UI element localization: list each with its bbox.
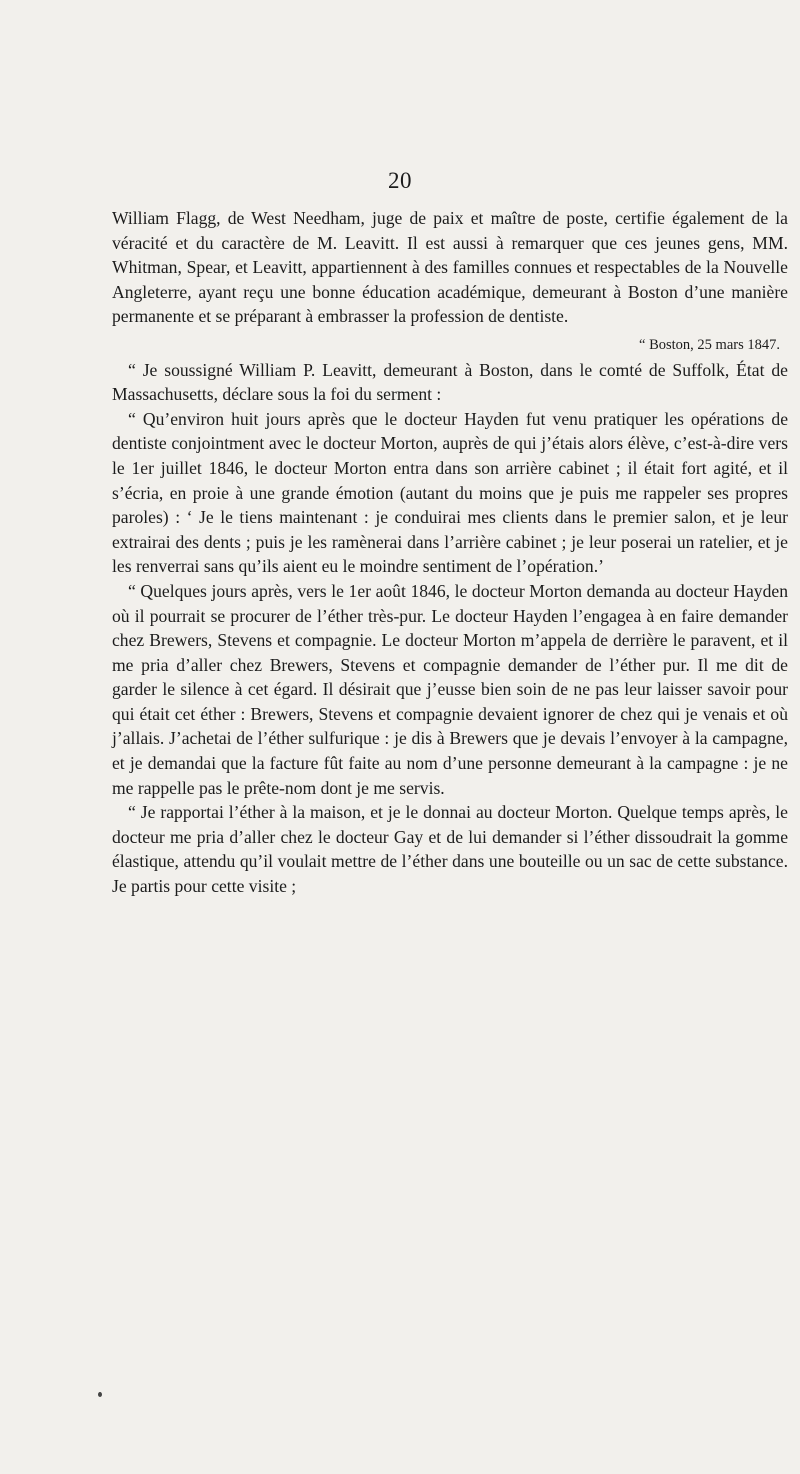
paragraph-ether-delivery: “ Je rapportai l’éther à la maison, et je le donnai au docteur Morton. Quelque temps après, le docteur me pria d’aller chez le docteur Gay et de lui demander si l’éther dissoudrait la gomme élastique, attendu qu’il voulait mettre de l’éther dans une bouteille ou un sac de cette substance. Je partis pour cette visite ; bbox=[112, 802, 788, 897]
ink-speck bbox=[98, 1392, 102, 1397]
paragraph-july-statement: “ Qu’environ huit jours après que le docteur Hayden fut venu pratiquer les opérations de dentiste conjointment avec le docteur Morton, auprès de qui j’étais alors élève, c’est-à-dire vers le 1er juillet 1846, le docteur Morton entra dans son arrière cabinet ; il était fort agité, et il s’écria, en proie à une grande émotion (autant du moins que je puis me rappeler ses propres paroles) : ‘ Je le tiens maintenant : je conduirai mes clients dans le premier salon, et je leur extrairai des dents ; puis je les ramènerai dans l’arrière cabinet ; je leur poserai un ratelier, et je les renverrai sans qu’ils aient eu le moindre sentiment de l’opération.’ bbox=[112, 408, 788, 577]
page-number: 20 bbox=[388, 168, 412, 193]
paragraph-leavitt-oath: “ Je soussigné William P. Leavitt, demeurant à Boston, dans le comté de Suffolk, État de Massachusetts, déclare sous la foi du serment : bbox=[112, 359, 788, 405]
dateline: “ Boston, 25 mars 1847. bbox=[639, 336, 780, 353]
paragraph-flagg-certification: William Flagg, de West Needham, juge de paix et maître de poste, certifie également de la véracité et du caractère de M. Leavitt. Il est aussi à remarquer que ces jeunes gens, MM. Whitman, Spear, et Leavitt, appartiennent à des familles connues et respectables de la Nouvelle Angleterre, ayant reçu une bonne éducation académique, demeurant à Boston d’une manière permanente et se préparant à embrasser la profession de dentiste. bbox=[112, 208, 788, 327]
body-text bbox=[112, 206, 788, 899]
paragraph-august-ether: “ Quelques jours après, vers le 1er août 1846, le docteur Morton demanda au docteur Hayden où il pourrait se procurer de l’éther très-pur. Le docteur Hayden l’engagea à en faire demander chez Brewers, Stevens et compagnie. Le docteur Morton m’appela de derrière le paravent, et il me pria d’aller chez Brewers, Stevens et compagnie demander de l’éther pur. Il me dit de garder le silence à cet égard. Il désirait que j’eusse bien soin de ne pas leur laisser savoir pour qui était cet éther : Brewers, Stevens et compagnie devaient ignorer de chez qui je venais et où j’allais. J’achetai de l’éther sulfurique : je dis à Brewers que je devais l’envoyer à la campagne, et je demandai que la facture fût faite au nom d’une personne demeurant à la campagne : je ne me rappelle pas le prête-nom dont je me servis. bbox=[112, 580, 788, 798]
